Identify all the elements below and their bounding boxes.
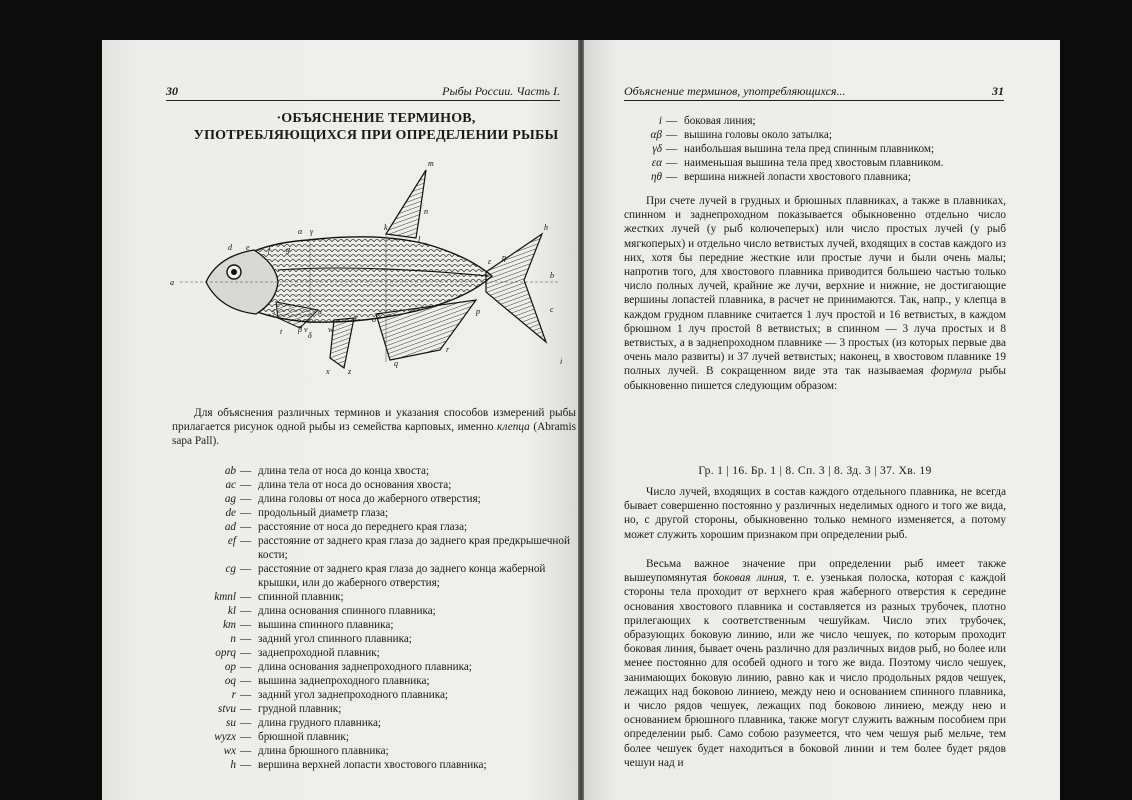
legend-row	[158, 646, 578, 660]
label-y: y	[354, 313, 358, 322]
legend-row	[158, 688, 578, 702]
legend-definition: вершина верхней лопасти хвостового плавника;	[258, 759, 487, 771]
legend-symbol: γδ	[652, 143, 662, 155]
legend-definition: спинной плавник;	[258, 591, 344, 603]
label-epsilon: ε	[488, 257, 492, 266]
legend-dash: —	[240, 675, 252, 687]
legend-definition: длина основания заднепроходного плавника;	[258, 661, 472, 673]
lateral-line-text-1: Весьма важное значение при определении рыб имеет также вышеупомянутая	[624, 558, 1006, 585]
legend-dash: —	[240, 591, 252, 603]
label-d: d	[228, 243, 232, 252]
legend-definition: длина основания спинного плавника;	[258, 605, 436, 617]
right-running-head	[624, 84, 1004, 101]
legend-definition: вышина головы около затылка;	[684, 129, 832, 141]
running-title-left: Рыбы России. Часть I.	[442, 84, 560, 98]
label-n: n	[424, 207, 428, 216]
label-u: u	[318, 307, 322, 316]
label-r: r	[446, 345, 450, 354]
ray-count-term: формула	[930, 365, 973, 378]
heading-line-2: УПОТРЕБЛЯЮЩИХСЯ ПРИ ОПРЕДЕЛЕНИИ РЫБЫ	[193, 128, 559, 143]
legend-definition: наибольшая вышина тела пред спинным плавником;	[684, 143, 935, 155]
legend-dash: —	[666, 171, 678, 183]
legend-dash: —	[240, 493, 252, 505]
caudal-fin	[486, 234, 546, 342]
intro-text-1: Для объяснения различных терминов и указания способов измерений рыбы прилагается рисунок одной рыбы из семейства карповых, именно	[172, 407, 576, 434]
left-running-head	[166, 84, 560, 101]
label-e: e	[246, 243, 250, 252]
label-l: l	[418, 235, 421, 244]
legend-symbol: αβ	[650, 129, 662, 141]
legend-dash: —	[240, 479, 252, 491]
legend-dash: —	[240, 535, 252, 547]
legend-row	[158, 660, 578, 674]
legend-dash: —	[240, 633, 252, 645]
label-eta: η	[502, 253, 506, 262]
legend-row	[158, 478, 578, 492]
legend-definition: задний угол спинного плавника;	[258, 633, 412, 645]
page-number-left: 30	[166, 84, 178, 98]
legend-definition: заднепроходной плавник;	[258, 647, 380, 659]
legend-definition: расстояние от носа до переднего края глаза;	[258, 521, 468, 533]
pelvic-fin	[330, 318, 354, 368]
legend-symbol: ab	[224, 465, 236, 477]
legend-dash: —	[240, 717, 252, 729]
legend-row	[624, 156, 1004, 170]
legend-dash: —	[240, 661, 252, 673]
legend-symbol: oq	[224, 675, 236, 687]
legend-symbol: ag	[224, 493, 236, 505]
legend-row	[158, 618, 578, 632]
label-a: a	[170, 278, 174, 287]
label-alpha: α	[298, 227, 303, 236]
legend-definition: длина головы от носа до жаберного отверстия;	[258, 493, 481, 505]
label-h: h	[544, 223, 548, 232]
legend-symbol: km	[222, 619, 236, 631]
legend-row	[624, 128, 1004, 142]
legend-definition: вышина спинного плавника;	[258, 619, 394, 631]
legend-symbol: n	[230, 633, 236, 645]
legend-row	[158, 464, 578, 478]
label-gamma: γ	[310, 227, 314, 236]
label-c: c	[550, 305, 554, 314]
legend-definition: длина брюшного плавника;	[258, 745, 389, 757]
label-g: g	[286, 245, 290, 254]
legend-symbol: oprq	[215, 647, 236, 659]
legend-row	[158, 730, 578, 744]
legend-symbol: wx	[223, 745, 236, 757]
legend-dash: —	[240, 605, 252, 617]
term-legend-left	[158, 464, 578, 772]
legend-row	[158, 492, 578, 506]
legend-dash: —	[666, 157, 678, 169]
label-k: k	[384, 223, 388, 232]
ray-count-text-1: При счете лучей в грудных и брюшных плавниках, а также в плавниках, спинном и заднепроходном показывается обыкновенно отдельно число жестких лучей (у рыб колючеперых) или число простых лучей (у рыб мягкоперых) и отдельно число ветвистых лучей, входящих в состав каждого из них, хотя бы передние жесткие или простые лучи и были очень малы; напротив того, для хвостового плавника приводится большею частью только число полных лучей, крайние же лучи, верхние и нижние, не достигающие вершины лопастей плавника, в расчет не принимаются. Так, напр., у клепца в каждом грудном плавнике считается 1 луч простой и 16 ветвистых, в каждом брюшном 1 луч простой 8 ветвистых; в спинном — 3 луча простых и 8 ветвистых, а в заднепроходном плавнике — 3 простых (из которых первые два очень мало развиты) и 37 лучей ветвистых; наконец, в хвостовом плавнике 19 полных лучей. В сокращенном виде эта так называемая	[624, 195, 1006, 378]
label-m: m	[428, 159, 434, 168]
legend-dash: —	[240, 745, 252, 757]
legend-dash: —	[240, 731, 252, 743]
legend-row	[158, 534, 578, 562]
legend-dash: —	[240, 521, 252, 533]
paragraph-ray-variation: Число лучей, входящих в состав каждого отдельного плавника, не всегда бывает совершенно постоянно у различных неделимых одного и того же вида, но, с другой стороны, обыкновенно только немного изменяется, а потому может служить хорошим признаком при определении рыб.	[624, 486, 1006, 541]
legend-symbol: stvu	[217, 703, 236, 715]
legend-definition: продольный диаметр глаза;	[258, 507, 389, 519]
legend-definition: вершина нижней лопасти хвостового плавника;	[684, 171, 911, 183]
legend-symbol: wyzx	[214, 731, 236, 743]
label-b: b	[550, 271, 554, 280]
right-page	[584, 40, 1060, 800]
fin-formula: Гр. 1 | 16. Бр. 1 | 8. Сп. 3 | 8. Зд. 3 | 37. Хв. 19	[698, 464, 932, 477]
legend-symbol: op	[224, 661, 236, 673]
legend-symbol: r	[231, 689, 236, 701]
legend-row	[624, 170, 1004, 184]
legend-definition: задний угол заднепроходного плавника;	[258, 689, 449, 701]
label-f: f	[268, 245, 271, 254]
legend-row	[158, 632, 578, 646]
legend-row	[158, 562, 578, 590]
dorsal-fin	[386, 170, 426, 238]
legend-row	[158, 758, 578, 772]
label-p: p	[476, 307, 480, 316]
legend-dash: —	[666, 115, 678, 127]
legend-symbol: εα	[651, 157, 662, 169]
left-page	[102, 40, 578, 800]
legend-row	[158, 674, 578, 688]
fish-figure	[158, 152, 578, 402]
legend-dash: —	[240, 465, 252, 477]
legend-dash: —	[666, 129, 678, 141]
label-delta: δ	[308, 331, 312, 340]
legend-symbol: h	[230, 759, 236, 771]
legend-symbol: su	[226, 717, 236, 729]
legend-symbol: ad	[224, 521, 236, 533]
legend-definition: боковая линия;	[684, 115, 756, 127]
intro-species: клепца	[497, 421, 530, 434]
section-heading	[176, 110, 576, 144]
legend-dash: —	[666, 143, 678, 155]
legend-dash: —	[240, 563, 252, 575]
legend-dash: —	[240, 647, 252, 659]
legend-definition: грудной плавник;	[258, 703, 342, 715]
legend-symbol: ef	[227, 535, 236, 547]
running-title-right: Объяснение терминов, употребляющихся...	[624, 84, 846, 98]
label-z: z	[348, 367, 352, 376]
page-number-right: 31	[992, 84, 1004, 98]
label-x: x	[326, 367, 330, 376]
legend-symbol: cg	[225, 563, 236, 575]
term-legend-right	[624, 114, 1004, 184]
legend-row	[624, 142, 1004, 156]
label-v: v	[304, 325, 308, 334]
legend-dash: —	[240, 703, 252, 715]
legend-definition: расстояние от заднего края глаза до заднего конца жаберной крышки, или до жаберного отверстия;	[258, 563, 546, 589]
legend-row	[158, 702, 578, 716]
legend-dash: —	[240, 689, 252, 701]
legend-dash: —	[240, 507, 252, 519]
label-t: t	[280, 327, 283, 336]
legend-definition: длина тела от носа до конца хвоста;	[258, 465, 430, 477]
lateral-line-term: боковая линия,	[713, 572, 787, 585]
intro-text-2: (Abramis sapa Pall).	[172, 421, 576, 448]
legend-symbol: kmnl	[214, 591, 236, 603]
ray-count-text-2: рыбы обыкновенно пишется следующим образом:	[624, 365, 1006, 392]
legend-symbol: i	[658, 115, 662, 127]
paragraph-lateral-line	[624, 557, 1006, 770]
legend-symbol: ac	[225, 479, 236, 491]
legend-definition: вышина заднепроходного плавника;	[258, 675, 430, 687]
legend-row	[158, 506, 578, 520]
label-s: s	[272, 307, 276, 316]
label-beta: β	[298, 325, 302, 334]
legend-row	[158, 744, 578, 758]
label-o: o	[372, 315, 376, 324]
legend-dash: —	[240, 619, 252, 631]
legend-definition: длина тела от носа до основания хвоста;	[258, 479, 452, 491]
legend-definition: брюшной плавник;	[258, 731, 349, 743]
legend-row	[624, 114, 1004, 128]
legend-symbol: kl	[227, 605, 236, 617]
legend-symbol: de	[225, 507, 236, 519]
intro-paragraph	[172, 406, 576, 449]
legend-row	[158, 716, 578, 730]
heading-line-1: ·ОБЪЯСНЕНИЕ ТЕРМИНОВ,	[276, 111, 476, 126]
label-q: q	[394, 359, 398, 368]
legend-row	[158, 604, 578, 618]
legend-definition: наименьшая вышина тела пред хвостовым плавником.	[684, 157, 944, 169]
paragraph-ray-count	[624, 194, 1006, 393]
legend-definition: расстояние от заднего края глаза до заднего края предкрышечной кости;	[258, 535, 570, 561]
legend-definition: длина грудного плавника;	[258, 717, 382, 729]
legend-symbol: ηθ	[650, 171, 662, 183]
legend-row	[158, 520, 578, 534]
lateral-line-text-2: т. е. узенькая полоска, которая с каждой стороны тела проходит от верхнего края жаберного отверстия к середине основания хвостового плавника и составляется из разных трубочек, плотно прилегающих к соответственным чешуйкам. Число этих трубочек, образующих боковую линию, или же число чешуек, по которым проходит боковая линия, бывает очень различно для различных видов рыб, но более или менее постоянно для особей одного и того же вида. Поэтому число чешуек, занимающих боковую линию, равно как и число продольных рядов чешуек, лежащих над боковою линиею, между нею и основанием спинного плавника, и число рядов чешуек, лежащих под боковою линиею, между нею и основанием брюшного плавника, также могут служить важным пособием при определении рыб. Само собою разумеется, что чем чешуя рыб мельче, тем более чешуек будет находиться в боковой линии и тем более будет рядов чешуи над и	[624, 572, 1006, 769]
legend-row	[158, 590, 578, 604]
legend-dash: —	[240, 759, 252, 771]
label-w: w	[328, 325, 334, 334]
label-i: i	[560, 357, 563, 366]
